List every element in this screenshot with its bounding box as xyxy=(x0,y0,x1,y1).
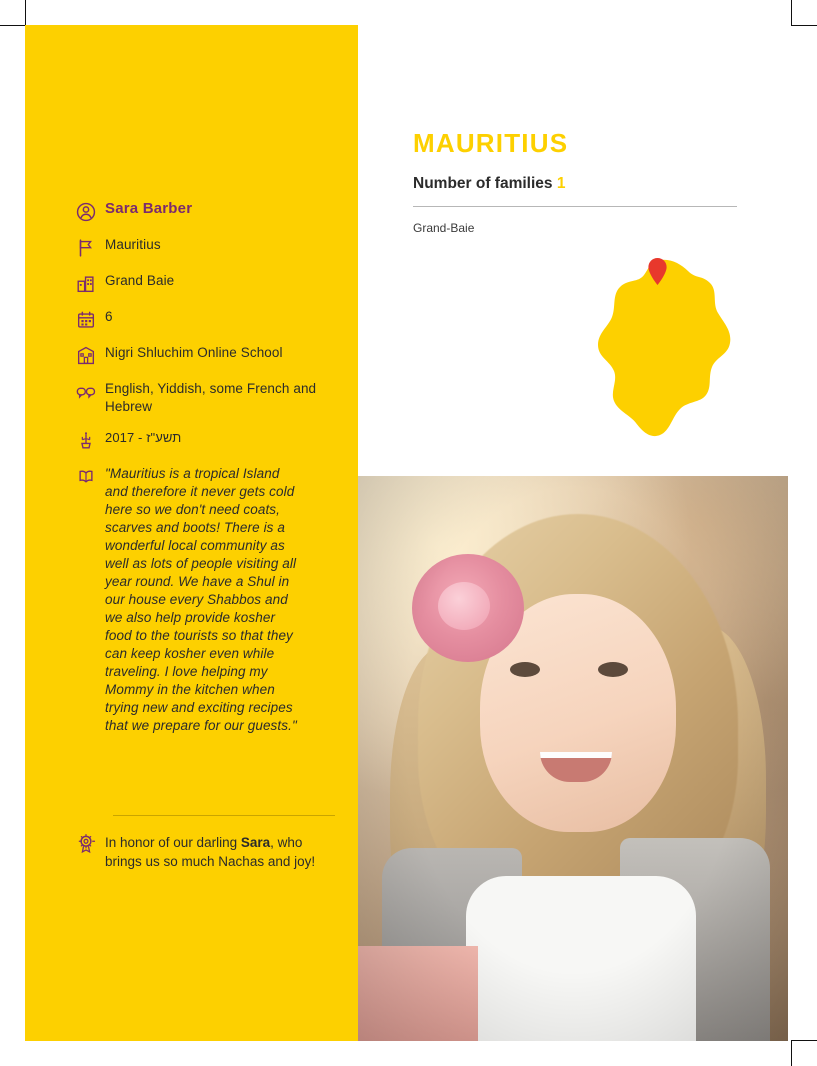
dedication-text xyxy=(105,833,337,871)
profile-country: Mauritius xyxy=(105,237,161,252)
sidebar-divider xyxy=(113,815,335,816)
school-building-icon xyxy=(75,344,105,367)
flag-icon xyxy=(75,236,105,259)
award-ribbon-icon xyxy=(75,833,105,860)
photo-vignette xyxy=(358,476,788,1041)
profile-age: 6 xyxy=(105,309,113,324)
profile-row-age xyxy=(75,308,335,331)
profile-languages: English, Yiddish, some French and Hebrew xyxy=(105,381,317,414)
map-pin-icon xyxy=(648,258,667,285)
profile-row-name xyxy=(75,200,335,223)
city-label: Grand-Baie xyxy=(413,221,475,235)
crop-mark-top-left-v xyxy=(25,0,26,26)
profile-row-languages xyxy=(75,380,335,416)
calendar-icon xyxy=(75,308,105,331)
profile-row-quote xyxy=(75,465,335,735)
profile-row-school xyxy=(75,344,335,367)
dedication-highlight: Sara xyxy=(240,835,271,850)
dedication-text-before: In honor of our darling xyxy=(105,835,241,850)
profile-year: 2017 - תשע"ז xyxy=(105,430,182,445)
country-title: MAURITIUS xyxy=(413,128,569,158)
families-count: 1 xyxy=(556,175,566,192)
profile-row-city xyxy=(75,272,335,295)
header-divider xyxy=(413,206,737,207)
open-book-icon xyxy=(75,465,105,488)
families-label: Number of families xyxy=(413,175,553,192)
crop-mark-top-left-h xyxy=(0,25,26,26)
profile-row-country xyxy=(75,236,335,259)
crop-mark-top-right-v xyxy=(791,0,792,26)
crop-mark-bottom-right-v xyxy=(791,1040,792,1066)
yellow-sidebar-panel xyxy=(25,25,358,1041)
country-header-block xyxy=(413,25,788,235)
person-circle-icon xyxy=(75,200,105,223)
dedication-block xyxy=(75,833,337,871)
profile-row-year xyxy=(75,429,335,452)
menorah-icon xyxy=(75,429,105,452)
profile-city: Grand Baie xyxy=(105,273,175,288)
crop-mark-top-right-h xyxy=(791,25,817,26)
city-buildings-icon xyxy=(75,272,105,295)
profile-name: Sara Barber xyxy=(105,200,193,217)
mauritius-map xyxy=(560,245,760,465)
speech-bubbles-icon xyxy=(75,380,105,403)
profile-quote: "Mauritius is a tropical Island and therefore it never gets cold here so we don't need coats, scarves and boots! There is a wonderful local community as well as lots of people visiting all year round. We have a Shul in our house every Shabbos and we also help provide kosher food to the tourists so that they can keep kosher even while traveling. I love helping my Mommy in the kitchen when trying new and exciting recipes that we prepare for our guests." xyxy=(105,466,297,733)
profile-details-list xyxy=(75,200,335,748)
dedication-text-after: , who brings us so much Nachas and joy! xyxy=(105,835,316,869)
profile-school: Nigri Shluchim Online School xyxy=(105,345,283,360)
crop-mark-bottom-right-h xyxy=(791,1040,817,1041)
families-line xyxy=(413,175,788,193)
girl-portrait-photo xyxy=(358,476,788,1041)
